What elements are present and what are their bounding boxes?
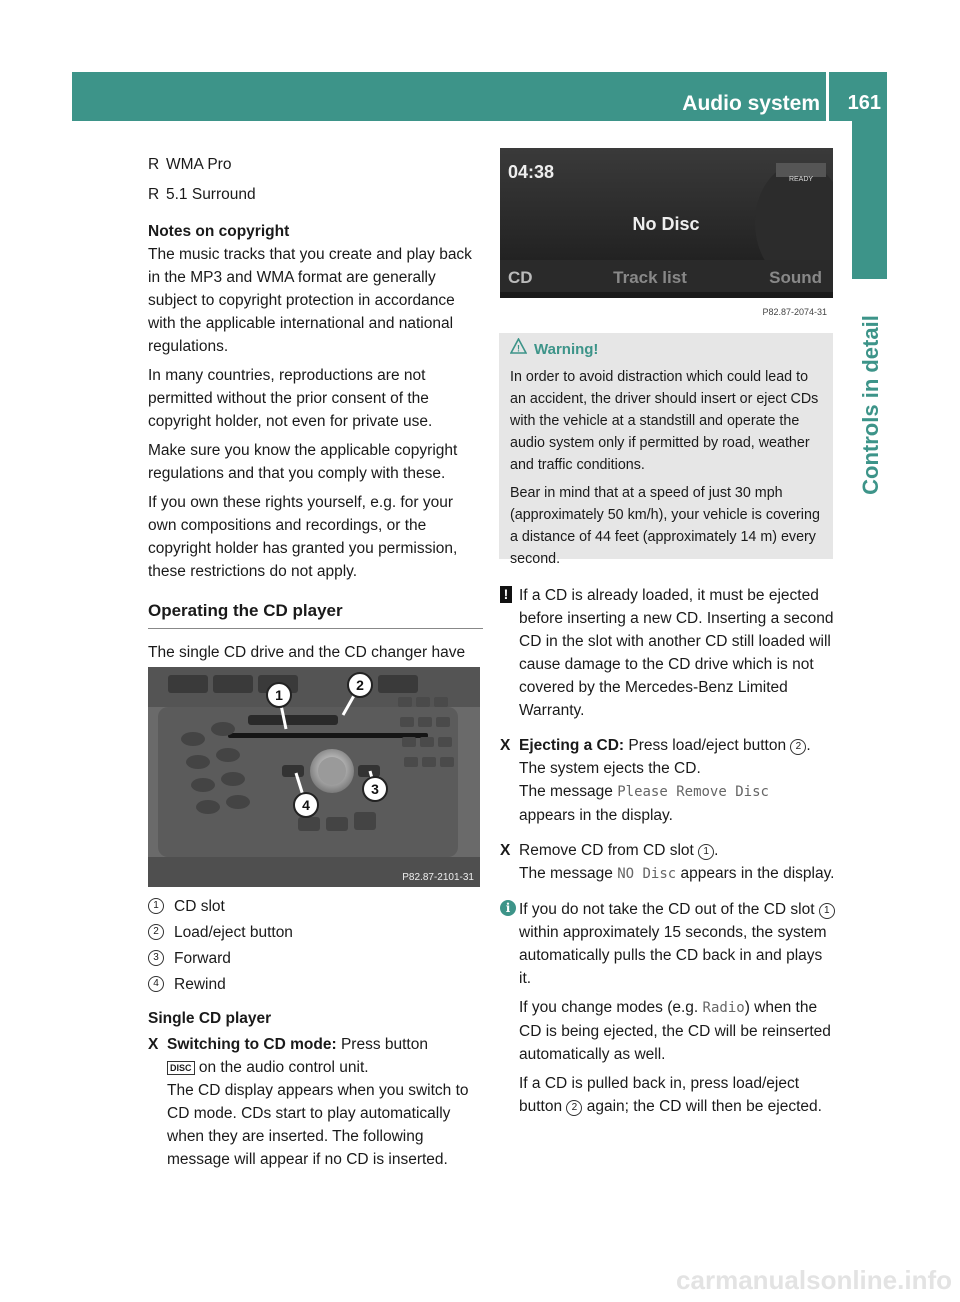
right-column	[500, 584, 835, 1118]
control-unit-photo	[148, 667, 480, 887]
header-title: Audio system	[682, 92, 820, 115]
section-rule	[148, 628, 483, 629]
warning-triangle-icon	[510, 338, 527, 361]
step-arrow-icon: X	[148, 1036, 159, 1053]
copyright-paragraph: The music tracks that you create and play back in the MP3 and WMA format are generally subject to copyright protection in accordance with the applicable international and national regulations.	[148, 246, 472, 355]
cd-display-illustration	[500, 148, 833, 322]
legend-item: 1 CD slot	[148, 895, 483, 918]
legend-item: 2 Load/eject button	[148, 921, 483, 944]
control-unit-illustration	[148, 667, 480, 887]
sidebar-title: Controls in detail	[857, 315, 883, 495]
legend-item: 3 Forward	[148, 947, 483, 970]
step-arrow-icon: X	[500, 842, 511, 859]
display-photo-code: P82.87-2074-31	[762, 307, 827, 317]
display-menu-cd: CD	[508, 268, 533, 287]
warning-box	[499, 333, 833, 567]
display-message: No Disc	[632, 214, 700, 234]
display-time: 04:38	[508, 162, 555, 182]
switch-cd-step: X Switching to CD mode: Press button DISC on the audio control unit. The CD display appears when you switch to CD mode. CDs start to play automatically when they are inserted. The following message will appear if no CD is inserted.	[148, 1033, 483, 1171]
cd-display-photo	[500, 148, 833, 322]
disc-button-icon: DISC	[167, 1061, 195, 1075]
svg-text:2: 2	[356, 677, 364, 693]
copyright-heading: Notes on copyright	[148, 223, 290, 240]
page-header	[72, 72, 887, 121]
notice-icon: !	[500, 586, 512, 603]
notice-block: ! If a CD is already loaded, it must be ejected before inserting a new CD. Inserting a second CD in the slot with another CD still loaded will cause damage to the CD drive which is not covered by the Mercedes-Benz Limited Warranty.	[500, 584, 835, 722]
eject-step: X Ejecting a CD: Press load/eject button 2 . The system ejects the CD. The message Please Remove Disc appears in the display.	[500, 734, 835, 827]
display-menu-track-list: Track list	[613, 268, 687, 287]
svg-text:4: 4	[302, 797, 310, 813]
info-block: i If you do not take the CD out of the CD slot 1 within approximately 15 seconds, the system automatically pulls the CD back in and plays it. If you change modes (e.g. Radio) when the CD is being ejected, the CD will be reinserted automatically as well. If a CD is pulled back in, press load/eject button 2 again; the CD will then be ejected.	[500, 898, 835, 1118]
bullet-item: R WMA Pro	[148, 156, 232, 173]
page-number: 161	[847, 92, 881, 114]
section-heading: Operating the CD player	[148, 601, 343, 620]
copyright-paragraph: Make sure you know the applicable copyright regulations and that you comply with these.	[148, 442, 458, 482]
warning-text: Bear in mind that at a speed of just 30 mph (approximately 50 km/h), your vehicle is covering a distance of 44 feet (approximately 14 m) every second.	[510, 485, 820, 567]
display-menu-sound: Sound	[769, 268, 822, 287]
bullet-item: R 5.1 Surround	[148, 186, 256, 203]
legend-item: 4 Rewind	[148, 973, 483, 996]
remove-step: X Remove CD from CD slot 1 . The message NO Disc appears in the display.	[500, 839, 835, 886]
left-column	[148, 153, 483, 687]
warning-text: In order to avoid distraction which could lead to an accident, the driver should insert or eject CDs with the vehicle at a standstill and operate the audio system only if permitted by road, weather and traffic conditions.	[510, 369, 819, 473]
single-cd-heading: Single CD player	[148, 1010, 272, 1027]
sidebar-tab	[852, 121, 887, 279]
header-divider	[826, 72, 829, 121]
warning-title: ! Warning!	[510, 339, 827, 361]
svg-text:3: 3	[371, 781, 379, 797]
step-arrow-icon: X	[500, 737, 511, 754]
photo-code: P82.87-2101-31	[402, 872, 474, 883]
svg-text:!: !	[517, 343, 520, 354]
info-icon: i	[500, 900, 516, 916]
footer-watermark: carmanualsonline.info	[676, 1265, 952, 1295]
left-column-lower	[148, 895, 483, 1171]
display-status: READY	[788, 176, 814, 183]
copyright-paragraph: If you own these rights yourself, e.g. for your own compositions and recordings, or the copyright holder has granted you permission, these restrictions do not apply.	[148, 494, 458, 580]
section-intro: The single CD drive and the CD changer have	[148, 644, 466, 661]
copyright-paragraph: In many countries, reproductions are not permitted without the prior consent of the copyright holder, not even for private use.	[148, 367, 433, 430]
svg-text:1: 1	[275, 687, 283, 703]
